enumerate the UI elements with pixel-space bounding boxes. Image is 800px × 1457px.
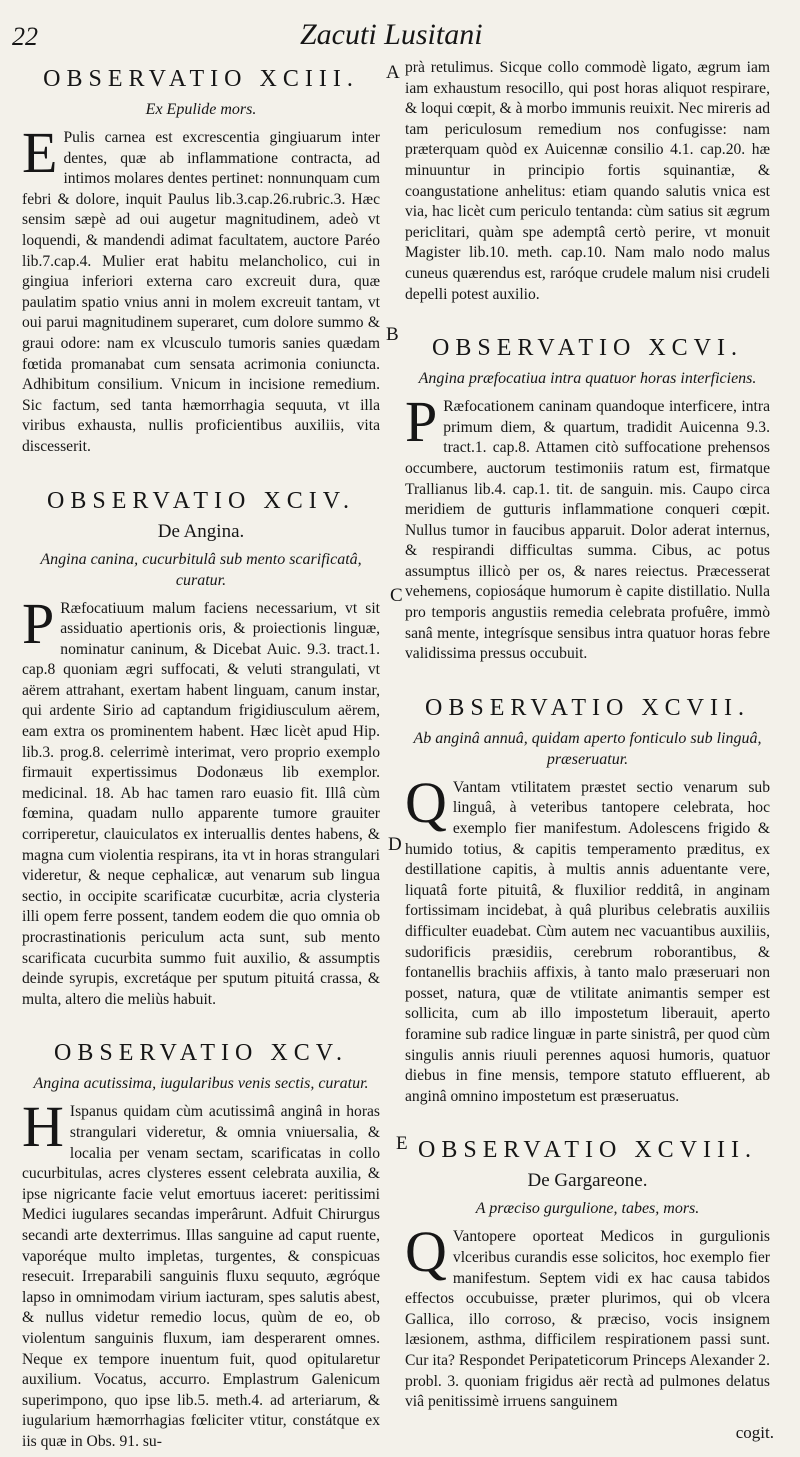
obs-97-title: OBSERVATIO XCVII. <box>425 694 750 721</box>
obs-95-continuation: prà retulimus. Sicque collo commodè ligato, ægrum iam iam exhaustum resocillo, qui post horas aliquot respirare, & loqui cœpit, & à morbo immunis reuixit. Nec mireris ad tam periculosum remedium nos confugisse: nam præterquam quòd ex Auicennæ consilio 4.1. cap.20. hæ minuuntur in principio fortis squinantiæ, & coangustatione anhelitus: etiam quando salutis vnica est via, hac licèt cum periculo tentanda: cùm satius sit ægrum periclitari, quàm spe ademptâ certò perire, vt monuit Magister lib.10. meth. cap.10. Nam malo nodo malus cuneus quærendus est, raróque crudele malum nisi crudeli depelli potest auxilio. <box>405 59 770 303</box>
margin-letter-c: C <box>390 585 403 606</box>
obs-97-subtitle: Ab anginâ annuâ, quidam aperto fonticulo sub linguâ, præseruatur. <box>413 729 762 768</box>
obs-93-dropcap: E <box>22 120 58 185</box>
obs-96-subtitle: Angina præfocatiua intra quatuor horas interficiens. <box>418 370 757 388</box>
right-column <box>405 58 770 1413</box>
obs-93-text: Pulis carnea est excrescentia gingiuarum inter dentes, quæ ab inflammatione contracta, ad intimos molares dentes pertinet: nonnunquam cum febri & dolore, inquit Paulus lib.3.cap.26.rubric.3. Hæc sensim sæpè ad oui augetur magnitudinem, adeò vt loquendi, & mandendi adimat facultatem, auctore Paréo lib.7.cap.4. Mulier erat habitu melancholico, cui in gingiua inferiori externa caro excreuit dura, quæ paulatim spatio vnius anni in molem excreuit tantam, vt oui parui magnitudinem superaret, cum dolore summo & graui odore: nam ex vlcusculo tumoris sanies quædam fœtida promanabat cum sensata acrimonia coniuncta. Adhibitum consilium. Vnicum in incisione remedium. Sic factum, sed tanta hæmorrhagia sequuta, vt illa viribus exhausta, nullis proficientibus auxiliis, vita discesserit. <box>22 129 380 455</box>
obs-93-subtitle: Ex Epulide mors. <box>145 101 257 118</box>
obs-93-body <box>22 120 380 458</box>
obs-98-subtitle: De Gargareone. <box>527 1170 648 1192</box>
catchword: cogit. <box>735 1423 774 1442</box>
obs-97-text: Vantam vtilitatem præstet sectio venarum sub linguâ, à veteribus tantopere celebrata, hoc exemplo fier manifestum. Adolescens frigido & humido totius, & capitis temperamento præditus, ex destillatione capitis, à multis annis aduentante vere, liquatâ forte pituitâ, & fluxilior redditâ, in anginam fortissimam incidebat, à quâ pluribus celebratis auxiliis difficulter euadebat. Cùm autem nec vacuantibus auxiliis, sudorificis præsidiis, cerebrum roborantibus, & fontanellis brachiis affixis, à tanto malo præseruari non posset, natura, quæ de vtilitate animantis semper est sollicita, cum ab illo impostetum liberauit, aperto foramine sub radice linguæ in parte sinistrâ, per quod cùm singulis annis riuuli perennes aquosi humoris, quatuor diebus in fine mensis, tempore statuto effluerent, ab anginâ omnino impostetum est præseruatus. <box>405 778 770 1105</box>
obs-96-title: OBSERVATIO XCVI. <box>432 335 743 362</box>
obs-98-title: OBSERVATIO XCVIII. <box>418 1137 757 1164</box>
obs-97-body <box>405 769 770 1108</box>
obs-94-dropcap: P <box>22 590 55 656</box>
obs-96-body <box>405 389 770 665</box>
obs-94-text: Ræfocatiuum malum faciens necessarium, vt sit assiduatio apertionis oris, & proiectionis linguæ, nominatur caninum, & Dicebat Auic. 9.3. tract.1. cap.8 quoniam ægri suffocati, & veluti strangulati, vt aërem attrahant, exertam habent linguam, canum instar, qui ardente Sirio ad captandum frigidiusculum aërem, eam extra os prominentem habent. Hæc licèt apud Hip. lib.3. prog.8. celerrimè interimat, vero proprio exemplo firmauit expertissimus Dodonæus lib exemplor. medicinal. 18. Ab hac tamen raro euasio fit. Illâ cùm fœmina, quadam nullo apparente tumore grauiter corriperetur, clauiculatos ex interuallis dentes habens, & magna cum violentia respirans, ita vt in horas strangulari videretur, & neque cephalicæ, aut venarum sub lingua sectio, in occipite scarificatæ cucurbitæ, acria clysteria illi opem ferre possent, tandem eodem die quo omnia ob procrastinationis periculum acta sunt, sub mento scarificata cucurbita summo fuit auxilio, & assumptis deinde syrupis, excretáque per sputum pituitá crassa, & multa, altero die meliùs habuit. <box>22 599 380 1008</box>
left-column <box>22 58 380 1452</box>
obs-95-body <box>22 1094 380 1452</box>
page-number: 22 <box>12 22 38 51</box>
obs-94-title: OBSERVATIO XCIV. <box>47 487 355 514</box>
running-header <box>0 14 800 58</box>
obs-95-text: Ispanus quidam cùm acutissimâ anginâ in horas strangulari videretur, & omnia vniuersalia, & localia per venam sectam, scarificatas in collo cucurbitulas, acres clysteres essent celebrata auxilia, & ipse nigricante facie velut emortuus iaceret: peritissimi Medici iugulares secandas imperârunt. Adfuit Chirurgus secandi arte dexterrimus. Illas sanguine ad caput ruente, vaporéque multo impletas, turgentes, & conspicuas resecuit. Irreparabili sanguinis fluxu sequuto, ægróque lapso in omnimodam virium iacturam, spes salutis abest, & nullus videtur remedio locus, quùm de eo, ob violentum sanguinis fluxum, iam desperarent omnes. Neque ex tempore inuentum fuit, quod opitularetur auxilium. Vocatus, accurro. Emplastrum Galenicum superimpono, quo ipse lib.5. meth.4. ad arteriarum, & iugularium hæmorrhagias fœliciter vtitur, constátque ex iis quæ in Obs. 91. su- <box>22 1103 380 1450</box>
obs-98-dropcap: Q <box>405 1219 447 1285</box>
obs-95-dropcap: H <box>22 1094 64 1160</box>
obs-94-subtitle: De Angina. <box>157 520 245 542</box>
obs-93-title: OBSERVATIO XCIII. <box>43 66 359 92</box>
obs-94-body <box>22 590 380 1011</box>
obs-95-title: OBSERVATIO XCV. <box>54 1040 348 1067</box>
margin-letter-b: B <box>386 324 399 345</box>
running-title: Zacuti Lusitani <box>300 18 483 51</box>
obs-98-text: Vantopere oporteat Medicos in gurgulionis vlceribus curandis esse solicitos, hoc exemplo fier manifestum. Septem vidi ex hac causa tabidos effectos occubuisse, præter plurimos, qui ob vlcera Gallica, illo corroso, & præciso, vocis insignem læsionem, asthma, difficilem respirationem passi sunt. Cur ita? Respondet Peripateticorum Princeps Alexander 2. probl. 3. quoniam frigidus aër rectà ad pulmones delatus viâ penitissimè irruens sanguinem <box>405 1228 770 1411</box>
margin-letter-d: D <box>388 834 402 855</box>
obs-95-subtitle: Angina acutissima, iugularibus venis sectis, curatur. <box>33 1075 369 1093</box>
obs-94-subtitle-2: Angina canina, cucurbitulâ sub mento scarificatâ, curatur. <box>40 550 362 589</box>
obs-96-dropcap: P <box>405 389 438 455</box>
obs-97-dropcap: Q <box>405 769 447 835</box>
margin-letter-a: A <box>386 62 400 83</box>
obs-98-body <box>405 1219 770 1412</box>
margin-letter-e: E <box>396 1133 408 1154</box>
obs-98-subtitle-2: A præciso gurgulione, tabes, mors. <box>475 1200 700 1218</box>
obs-96-text: Ræfocationem caninam quandoque interficere, intra primum diem, & quartum, tradidit Auicenna 9.3. tract.1. cap.8. Attamen citò suffocatione prehensos occumbere, auctorum testimoniis ratum est, firmatque Trallianus lib.4. cap.1. tit. de sanguin. mis. Caupo circa meridiem de gutturis inflammatione conqueri cœpit. Nullus tumor in faucibus apparuit. Dolor aderat internus, & respirandi difficultas summa. Cibus, ac potus assumptus illicò per os, & nares reiectus. Præcesserat vehemens, copiosáque humorum è capite distillatio. Nulla pro temporis angustiis remedia celebrata profuêre, immò sanâ mente, integrísque sensibus intra quatuor horas febre validissima pressus occubuit. <box>405 398 770 663</box>
